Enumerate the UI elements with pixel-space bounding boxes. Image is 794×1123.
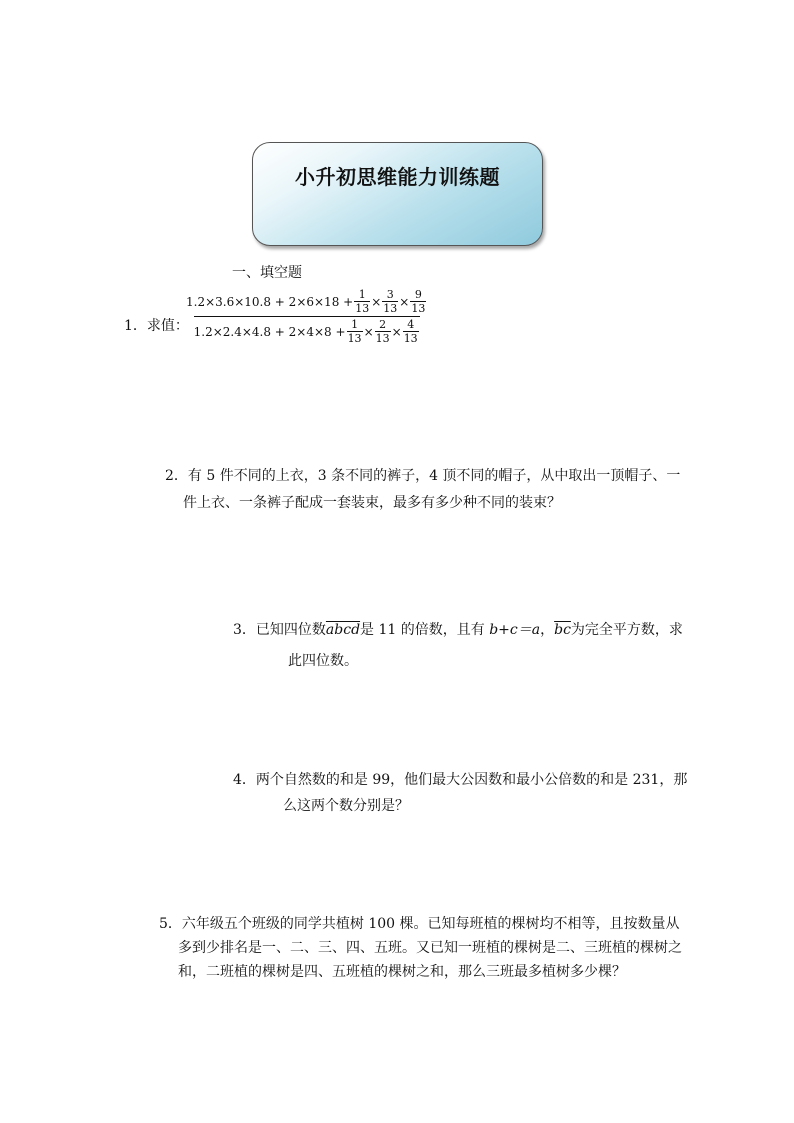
q1-den-frac-3: $\frac{4}{13}$ [403, 318, 418, 345]
q1-num-text: 1.2×3.6×10.8 + 2×6×18 + [186, 294, 354, 309]
q3-equation: b+c＝a [489, 622, 541, 638]
page-title: 小升初思维能力训练题 [295, 165, 500, 189]
q5-line-2: 多到少排名是一、二、三、四、五班。又已知一班植的棵树是二、三班植的棵树之 [178, 940, 682, 956]
q3-line-2: 此四位数。 [288, 653, 358, 669]
q3-text-a: 3．已知四位数 [233, 622, 326, 638]
q4-line-1: 4．两个自然数的和是 99，他们最大公因数和最小公倍数的和是 231，那 [233, 772, 688, 788]
q2-line-2: 件上衣、一条裤子配成一套装束，最多有多少种不同的装束？ [183, 495, 561, 511]
q1-num-frac-1: $\frac{1}{13}$ [355, 288, 370, 315]
section-heading: 一、填空题 [232, 265, 302, 281]
times-sign: × [399, 294, 410, 309]
times-sign: × [391, 324, 402, 339]
q3-comma: ， [540, 622, 555, 638]
q1-num-frac-3: $\frac{9}{13}$ [411, 288, 426, 315]
q1-num-frac-2: $\frac{3}{13}$ [383, 288, 398, 315]
q1-den-frac-1: $\frac{1}{13}$ [347, 318, 362, 345]
times-sign: × [371, 294, 382, 309]
q3-text-c: 为完全平方数，求 [570, 622, 683, 638]
q3-line-1 [233, 619, 683, 639]
times-sign: × [363, 324, 374, 339]
q5-line-3: 和，二班植的棵树是四、五班植的棵树之和，那么三班最多植树多少棵？ [178, 964, 626, 980]
q5-line-1: 5．六年级五个班级的同学共植树 100 棵。已知每班植的棵树均不相等，且按数量从 [159, 916, 680, 932]
q1-numerator [186, 288, 427, 315]
q3-bc: $\overline{bc}$ [554, 622, 571, 638]
title-box [252, 142, 543, 246]
q1-denominator [194, 318, 420, 345]
q1-expression [186, 288, 427, 345]
fraction-bar [194, 316, 420, 317]
q1-label: 1．求值： [124, 318, 189, 334]
q1-den-text: 1.2×2.4×4.8 + 2×4×8 + [193, 324, 346, 339]
q3-abcd: abcd [325, 622, 361, 638]
q4-line-2: 么这两个数分别是？ [283, 798, 409, 814]
q1-den-frac-2: $\frac{2}{13}$ [375, 318, 390, 345]
q3-text-b: 是 11 的倍数，且有 [360, 622, 485, 638]
q2-line-1: 2．有 5 件不同的上衣，3 条不同的裤子，4 顶不同的帽子，从中取出一顶帽子、一 [165, 468, 681, 484]
